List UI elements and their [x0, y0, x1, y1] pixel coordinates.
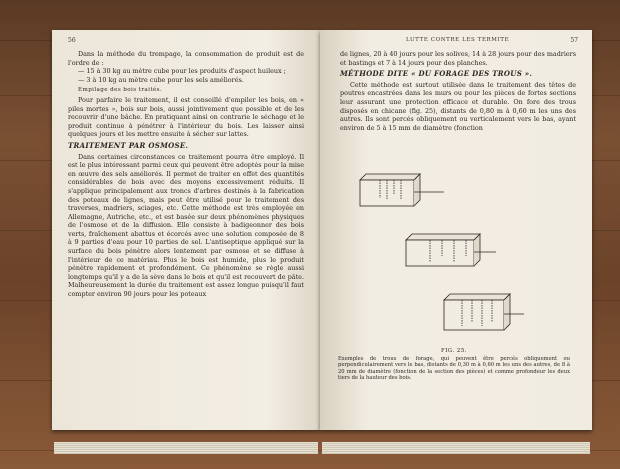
- paragraph: Dans certaines circonstances ce traitement pourra être employé. Il est le plus intéressant parmi ceux qui peuvent être adoptés pour la mise en œuvre des sels améliorés. Il permet de traiter en effet des quantités considérables de bois avec des moyens excessivement réduits. Il s'applique principalement aux troncs d'arbres destinés à la fabrication des poteaux de lignes, mais peut être utilisé pour le traitement des traverses, madriers, sciages, etc. Cette méthode est très employée en Allemagne, Autriche, etc., et est basée sur deux phénomènes physiques de l'osmose et de la diffusion. Elle consiste à badigeonner des bois verts, fraîchement abattus et écorcés avec une solution composée de 8 à 9 parties d'eau pour 10 parties de sel. L'antiseptique appliqué sur la surface du bois pénètre alors lentement par osmose et se diffuse à l'intérieur de ce matériau. Plus le bois est humide, plus le produit pénètre rapidement et profondément. Ce phénomène se règle aussi longtemps qu'il y a de la sève dans le bois et qu'il est recouvert de pâte. Malheureusement la durée du traitement est assez longue puisqu'il faut compter environ 90 jours pour les poteaux: [68, 152, 304, 299]
- running-header: LUTTE CONTRE LES TERMITE: [406, 37, 510, 43]
- subheading: Empilage des bois traités.: [78, 87, 163, 94]
- right-page-body: [340, 50, 576, 132]
- paragraph: Pour parfaire le traitement, il est conseillé d'empiler les bois, en « piles mortes », bois sur bois, aussi jointivement que possible et de les recouvrir d'une bâche. En pratiquant ainsi on contrarie le séchage et le produit continue à pénétrer à l'intérieur du bois. Les laisser ainsi quelques jours et les mettre ensuite à sécher sur lattes.: [68, 95, 304, 139]
- right-page: [320, 30, 592, 430]
- right-page-edge: [322, 442, 590, 454]
- paragraph: de lignes, 20 à 40 jours pour les solives, 14 à 28 jours pour des madriers et bastings et 7 à 14 jours pour des planches.: [340, 50, 577, 67]
- beam-top: [360, 174, 444, 206]
- left-page-body: [68, 50, 304, 299]
- paragraph: Dans la méthode du trempage, la consommation de produit est de l'ordre de :: [68, 50, 304, 67]
- figure-caption: Exemples de trous de forage, qui peuvent être percés obliquement ou perpendiculairement vers le bas, distants de 0,30 m à 0,60 m les uns des autres, de 8 à 20 mm de diamètre (fonction de la section des pièces) et comme profondeur les deux tiers de la hauteur des bois.: [338, 355, 570, 382]
- section-heading: TRAITEMENT PAR OSMOSE.: [68, 140, 189, 150]
- beam-middle: [406, 234, 496, 266]
- figure-25-drawing: [354, 172, 554, 372]
- beam-bottom: [444, 294, 524, 330]
- left-page-number: 56: [68, 37, 76, 44]
- paragraph: Cette méthode est surtout utilisée dans le traitement des têtes de poutres encastrées dans les murs ou pour les pièces de fortes sections leur assurant une protection efficace et durable. On fore des trous disposés en chicane (fig. 25), distants de 0,80 m à 0,60 m les uns des autres. Ils sont percés obliquement ou verticalement vers le bas, ayant environ de 5 à 15 mm de diamètre (fonction: [340, 80, 576, 132]
- figure-caption-block: [338, 348, 570, 382]
- left-page: [52, 30, 320, 430]
- right-page-number: 57: [570, 37, 578, 44]
- list-item: — 3 à 10 kg au mètre cube pour les sels améliorés.: [78, 75, 244, 84]
- list-item: — 15 à 30 kg au mètre cube pour les produits d'aspect huileux ;: [78, 67, 286, 76]
- section-heading: MÉTHODE DITE « DU FORAGE DES TROUS ».: [340, 69, 533, 79]
- figure-label: FIG. 25.: [441, 348, 467, 354]
- left-page-edge: [54, 442, 318, 454]
- open-book: [52, 30, 592, 442]
